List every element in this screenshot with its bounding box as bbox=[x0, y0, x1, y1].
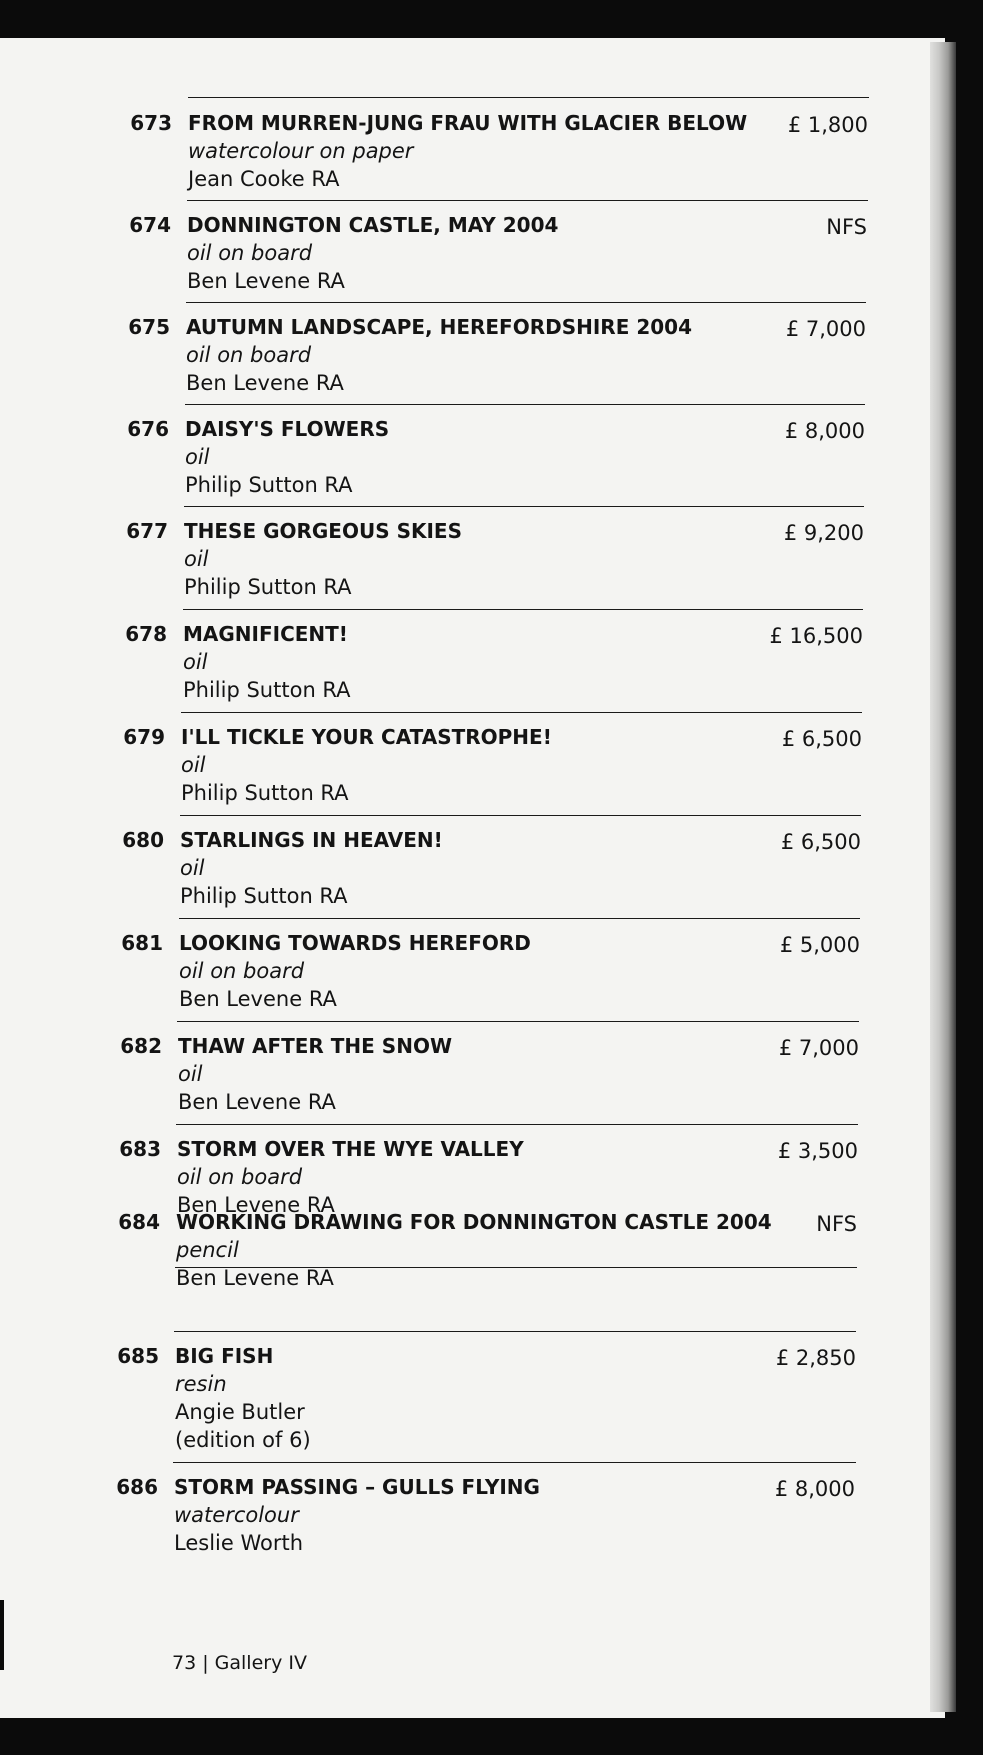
entry-number: 679 bbox=[123, 725, 165, 749]
entry-artist: Ben Levene RA bbox=[177, 1193, 335, 1217]
entry-medium: oil bbox=[184, 547, 209, 571]
entry-number: 678 bbox=[125, 622, 167, 646]
entry-divider bbox=[185, 404, 865, 405]
entry-title: STORM PASSING – GULLS FLYING bbox=[174, 1475, 540, 1499]
entry-divider bbox=[176, 1124, 858, 1125]
entry-medium: oil on board bbox=[177, 1165, 303, 1189]
entry-divider bbox=[184, 506, 864, 507]
binding-shadow bbox=[0, 1600, 4, 1670]
entry-title: DONNINGTON CASTLE, MAY 2004 bbox=[187, 213, 559, 237]
entry-medium: oil on board bbox=[187, 241, 313, 265]
entry-title: THESE GORGEOUS SKIES bbox=[184, 519, 462, 543]
entry-artist: Angie Butler bbox=[175, 1400, 305, 1424]
entry-medium: oil bbox=[180, 856, 205, 880]
entry-number: 685 bbox=[117, 1344, 159, 1368]
entry-list bbox=[0, 38, 945, 1718]
entry-number: 684 bbox=[118, 1210, 160, 1234]
entry-medium: resin bbox=[175, 1372, 227, 1396]
entry-artist: Ben Levene RA bbox=[176, 1266, 334, 1290]
entry-artist: Ben Levene RA bbox=[179, 987, 337, 1011]
entry-medium: oil bbox=[183, 650, 208, 674]
entry-medium: watercolour bbox=[174, 1503, 299, 1527]
entry-price: £ 5,000 bbox=[779, 933, 860, 957]
entry-title: AUTUMN LANDSCAPE, HEREFORDSHIRE 2004 bbox=[186, 315, 692, 339]
entry-artist: Ben Levene RA bbox=[186, 371, 344, 395]
entry-number: 680 bbox=[122, 828, 164, 852]
entry-medium: pencil bbox=[176, 1238, 239, 1262]
entry-title: WORKING DRAWING FOR DONNINGTON CASTLE 2004 bbox=[176, 1210, 772, 1234]
page-footer: 73 | Gallery IV bbox=[172, 1652, 307, 1674]
entry-number: 674 bbox=[129, 213, 171, 237]
entry-medium: oil on board bbox=[179, 959, 305, 983]
entry-title: FROM MURREN-JUNG FRAU WITH GLACIER BELOW bbox=[188, 111, 748, 135]
entry-price: £ 3,500 bbox=[777, 1139, 858, 1163]
entry-divider bbox=[183, 609, 863, 610]
page-edge bbox=[930, 42, 956, 1712]
entry-artist: Ben Levene RA bbox=[178, 1090, 336, 1114]
entry-price: £ 6,500 bbox=[780, 830, 861, 854]
entry-title: MAGNIFICENT! bbox=[183, 622, 348, 646]
entry-number: 683 bbox=[119, 1137, 161, 1161]
entry-title: STARLINGS IN HEAVEN! bbox=[180, 828, 443, 852]
entry-divider bbox=[180, 815, 861, 816]
entry-price: £ 2,850 bbox=[775, 1346, 856, 1370]
entry-edition: (edition of 6) bbox=[175, 1428, 311, 1452]
entry-medium: oil bbox=[185, 445, 210, 469]
entry-price: £ 7,000 bbox=[778, 1036, 859, 1060]
entry-price: £ 1,800 bbox=[787, 113, 868, 137]
entry-medium: oil bbox=[181, 753, 206, 777]
entry-price: £ 8,000 bbox=[774, 1477, 855, 1501]
entry-divider bbox=[173, 1462, 856, 1463]
entry-title: STORM OVER THE WYE VALLEY bbox=[177, 1137, 524, 1161]
entry-number: 676 bbox=[127, 417, 169, 441]
entry-divider bbox=[187, 200, 868, 201]
entry-divider bbox=[188, 97, 869, 98]
entry-number: 677 bbox=[126, 519, 168, 543]
entry-price: £ 16,500 bbox=[769, 624, 863, 648]
entry-title: I'LL TICKLE YOUR CATASTROPHE! bbox=[181, 725, 552, 749]
entry-artist: Philip Sutton RA bbox=[181, 781, 349, 805]
entry-price: £ 6,500 bbox=[781, 727, 862, 751]
entry-price: £ 7,000 bbox=[785, 317, 866, 341]
entry-medium: watercolour on paper bbox=[188, 139, 414, 163]
entry-artist: Philip Sutton RA bbox=[184, 575, 352, 599]
entry-medium: oil on board bbox=[186, 343, 312, 367]
entry-divider bbox=[179, 918, 860, 919]
entry-title: DAISY'S FLOWERS bbox=[185, 417, 390, 441]
entry-number: 675 bbox=[128, 315, 170, 339]
entry-price: NFS bbox=[826, 215, 867, 239]
entry-price: £ 8,000 bbox=[784, 419, 865, 443]
entry-artist: Ben Levene RA bbox=[187, 269, 345, 293]
entry-number: 681 bbox=[121, 931, 163, 955]
entry-title: THAW AFTER THE SNOW bbox=[178, 1034, 453, 1058]
entry-artist: Philip Sutton RA bbox=[180, 884, 348, 908]
entry-medium: oil bbox=[178, 1062, 203, 1086]
entry-price: NFS bbox=[816, 1212, 857, 1236]
entry-divider bbox=[177, 1021, 859, 1022]
catalogue-page bbox=[0, 38, 945, 1718]
entry-number: 686 bbox=[116, 1475, 158, 1499]
entry-title: BIG FISH bbox=[175, 1344, 274, 1368]
entry-title: LOOKING TOWARDS HEREFORD bbox=[179, 931, 531, 955]
entry-price: £ 9,200 bbox=[783, 521, 864, 545]
entry-artist: Jean Cooke RA bbox=[188, 167, 340, 191]
entry-artist: Philip Sutton RA bbox=[185, 473, 353, 497]
entry-artist: Philip Sutton RA bbox=[183, 678, 351, 702]
entry-divider bbox=[181, 712, 862, 713]
entry-divider bbox=[174, 1331, 856, 1332]
entry-number: 682 bbox=[120, 1034, 162, 1058]
entry-artist: Leslie Worth bbox=[174, 1531, 304, 1555]
entry-number: 673 bbox=[130, 111, 172, 135]
entry-divider bbox=[186, 302, 866, 303]
